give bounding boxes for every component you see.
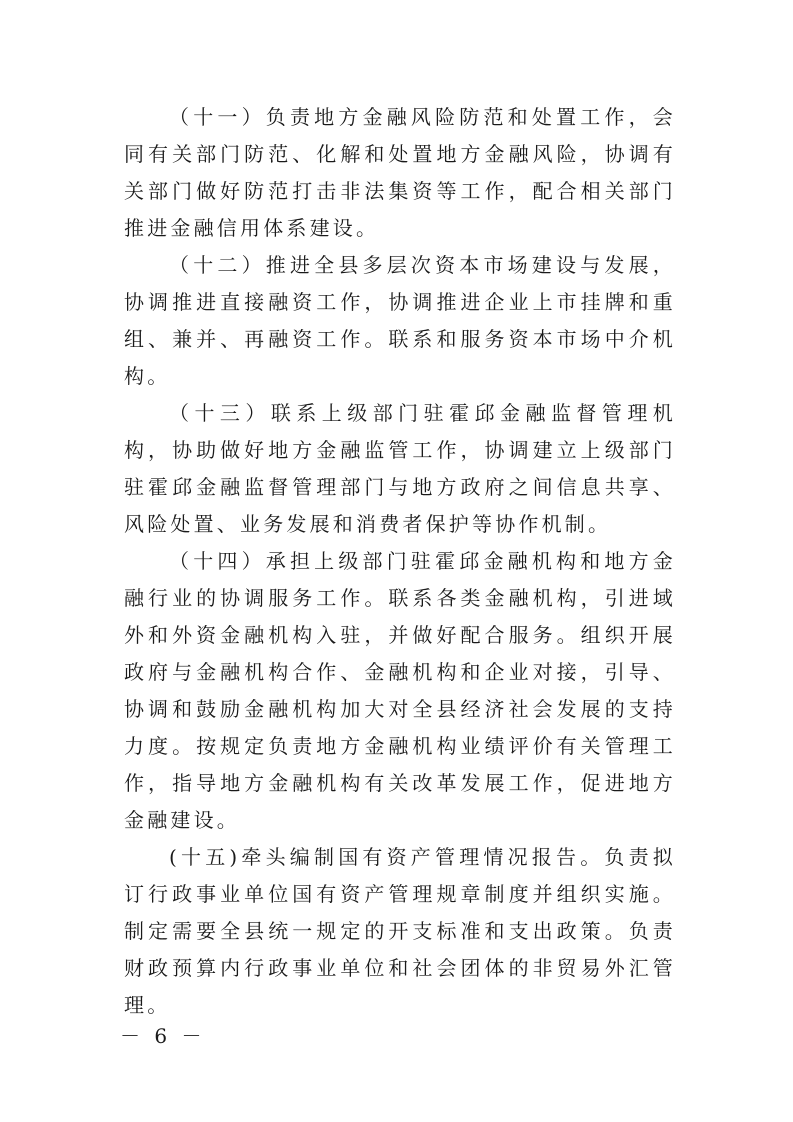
paragraph-item-11: （十一）负责地方金融风险防范和处置工作，会同有关部门防范、化解和处置地方金融风险，协调有关部门做好防范打击非法集资等工作，配合相关部门推进金融信用体系建设。 [124, 105, 676, 240]
paragraph-item-15: (十五)牵头编制国有资产管理情况报告。负责拟订行政事业单位国有资产管理规章制度并组织实施。制定需要全县统一规定的开支标准和支出政策。负责财政预算内行政事业单位和社会团体的非贸易外汇管理。 [124, 845, 676, 1017]
paragraph-item-14: （十四）承担上级部门驻霍邱金融机构和地方金融行业的协调服务工作。联系各类金融机构，引进域外和外资金融机构入驻，并做好配合服务。组织开展政府与金融机构合作、金融机构和企业对接，引导、协调和鼓励金融机构加大对全县经济社会发展的支持力度。按规定负责地方金融机构业绩评价有关管理工作，指导地方金融机构有关改革发展工作，促进地方金融建设。 [124, 549, 676, 832]
paragraph-item-13: （十三）联系上级部门驻霍邱金融监督管理机构，协助做好地方金融监管工作，协调建立上级部门驻霍邱金融监督管理部门与地方政府之间信息共享、风险处置、业务发展和消费者保护等协作机制。 [124, 401, 676, 536]
page-number: － 6 － [120, 1024, 206, 1048]
document-body [124, 99, 676, 1024]
paragraph-item-12: （十二）推进全县多层次资本市场建设与发展，协调推进直接融资工作，协调推进企业上市挂牌和重组、兼并、再融资工作。联系和服务资本市场中介机构。 [124, 253, 676, 388]
